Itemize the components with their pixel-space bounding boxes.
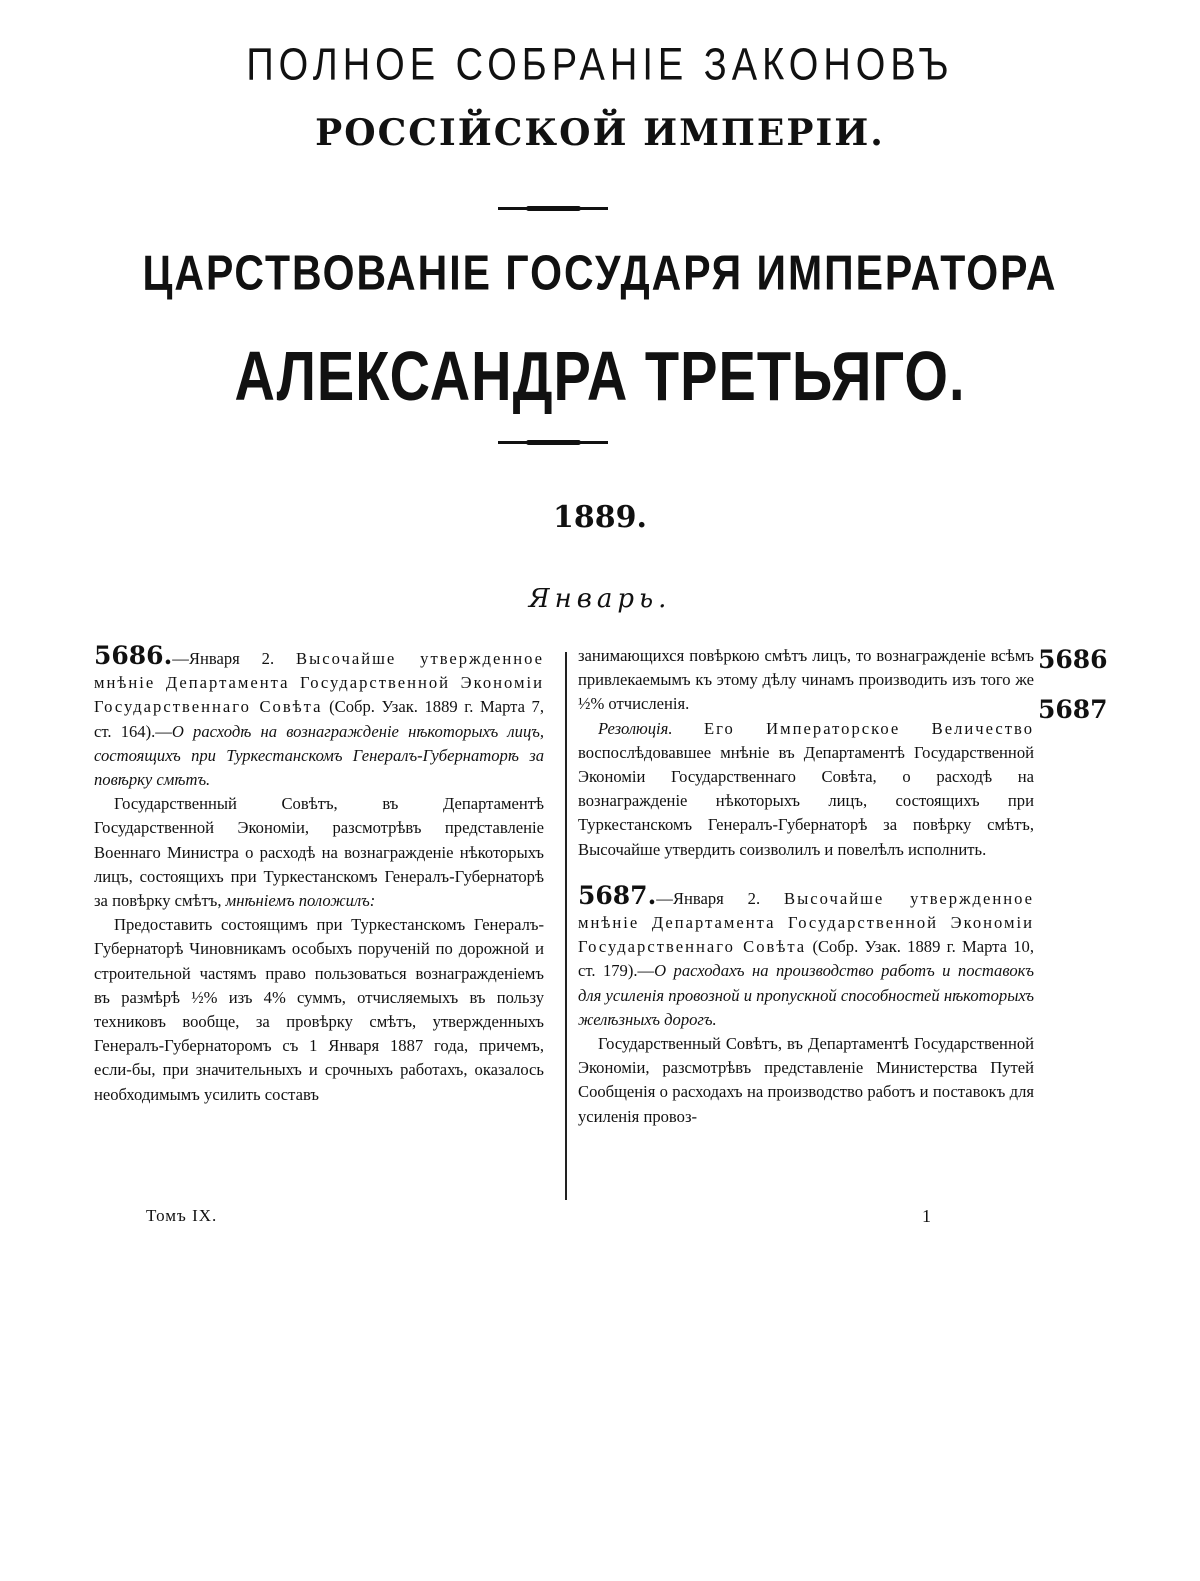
paragraph-text: занимающихся повѣркою смѣтъ лицъ, то вознагражденіе всѣмъ привлекаемымъ къ этому дѣлу чинамъ производить изъ того же ½% отчисленія. (578, 646, 1034, 714)
resolution-paragraph (578, 717, 1034, 862)
left-column (94, 641, 545, 1107)
margin-number-5687: 5687 (1038, 695, 1108, 724)
resolution-text: воспослѣдовавшее мнѣніе въ Департаментѣ Государственной Экономіи Государственнаго Совѣта, о расходѣ на вознагражденіе нѣкоторыхъ лицъ, состоящихъ при Туркестанскомъ Генералъ-Губернаторѣ за повѣрку смѣтъ, Высочайше утвердить соизволилъ и повелѣлъ исполнить. (578, 742, 1034, 859)
paragraph (578, 644, 1034, 717)
paragraph-text: Государственный Совѣтъ, въ Департаментѣ Государственной Экономіи, разсмотрѣвъ представленіе Министерства Путей Сообщенія о расходахъ на производство работъ и поставокъ для усиленія провоз- (578, 1034, 1034, 1126)
column-divider (565, 652, 567, 1200)
ornamental-rule-2 (498, 441, 608, 444)
resolution-emperor: Его Императорское Величество (672, 718, 1034, 738)
law-number: 5687. (578, 880, 657, 910)
law-entry-5686 (94, 641, 545, 792)
law-title: Высочайше утвержденное мнѣніе Департамента Государственной Экономіи Государственнаго Совѣта (578, 888, 1034, 957)
law-entry-5687 (578, 880, 1035, 1032)
law-title: Высочайше утвержденное мнѣніе Департамента Государственной Экономіи Государственнаго Совѣта (94, 649, 544, 717)
paragraph-text: Государственный Совѣтъ, въ Департаментѣ Государственной Экономіи, разсмотрѣвъ представленіе Военнаго Министра о расходѣ на вознагражденіе нѣкоторыхъ лицъ, состоящихъ при Туркестанскомъ Генералъ-Губернаторѣ за повѣрку смѣтъ, (94, 794, 544, 911)
year-heading: 1889. (553, 500, 647, 535)
law-subject: О расходахъ на производство работъ и поставокъ для усиленія провозной и пропускной способностей нѣкоторыхъ желѣзныхъ дорогъ. (578, 961, 1034, 1029)
law-reference: (Собр. Узак. 1889 г. Марта 10, ст. 179).— (578, 937, 1035, 981)
law-reference: (Собр. Узак. 1889 г. Марта 7, ст. 164).— (94, 697, 545, 741)
paragraph-italic: мнѣніемъ положилъ: (225, 891, 376, 911)
paragraph (578, 1032, 1034, 1129)
month-heading: Январь. (528, 584, 672, 614)
resolution-label: Резолюція. (598, 718, 673, 738)
empire-title: РОССІЙСКОЙ ИМПЕРІИ. (315, 112, 885, 154)
reign-title: ЦАРСТВОВАНІЕ ГОСУДАРЯ ИМПЕРАТОРА (142, 245, 1058, 301)
law-date: —Января 2. (656, 888, 785, 908)
paragraph (94, 792, 544, 913)
page-number: 1 (922, 1206, 931, 1226)
margin-number-5686: 5686 (1038, 645, 1108, 674)
law-subject: О расходѣ на вознагражденіе нѣкоторыхъ лицъ, состоящихъ при Туркестанскомъ Генералъ-Губернаторѣ за повѣрку смѣтъ. (94, 721, 545, 790)
paragraph-text: Предоставить состоящимъ при Туркестанскомъ Генералъ-Губернаторѣ Чиновникамъ особыхъ порученій по дорожной и строительной частямъ право пользоваться вознагражденіемъ въ размѣрѣ ½% изъ 4% суммъ, отчисляемыхъ въ пользу техниковъ вообще, за провѣрку смѣтъ, утвержденныхъ Генералъ-Губернаторомъ съ 1 Января 1887 года, причемъ, если-бы, при значительныхъ и срочныхъ работахъ, оказалось необходимымъ усилить составъ (94, 915, 544, 1104)
law-date: —Января 2. (172, 649, 297, 668)
paragraph (94, 913, 544, 1107)
ornamental-rule-1 (498, 207, 608, 210)
emperor-name: АЛЕКСАНДРА ТРЕТЬЯГО. (234, 336, 966, 415)
collection-title: ПОЛНОЕ СОБРАНІЕ ЗАКОНОВЪ (246, 39, 954, 91)
right-column (578, 644, 1034, 1129)
law-number: 5686. (94, 641, 173, 670)
volume-label: Томъ IX. (146, 1206, 218, 1225)
